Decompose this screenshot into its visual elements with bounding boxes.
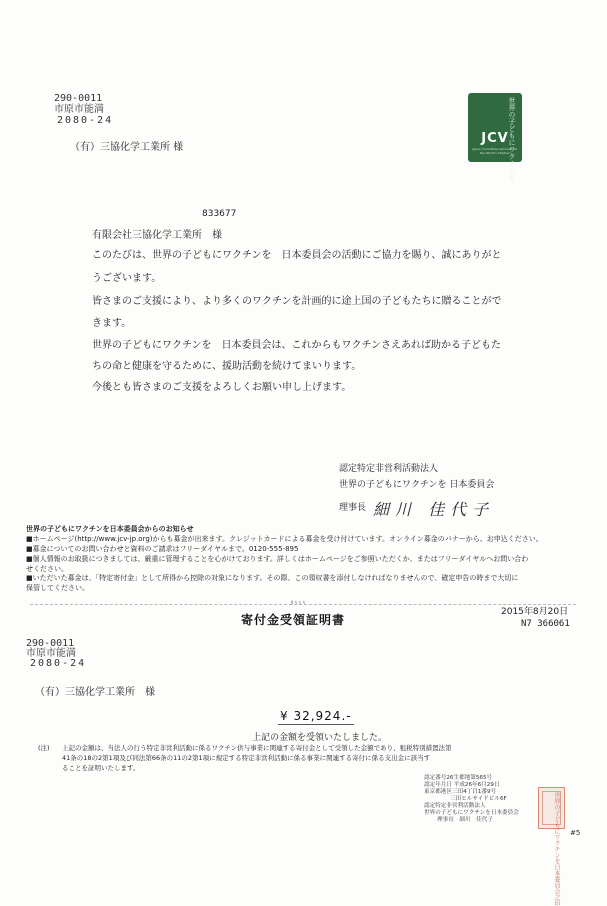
salutation: 有限会社三協化学工業所 様 <box>92 230 222 241</box>
notice-line: ■ホームページ(http://www.jcv-jp.org)からも募金が出来ます。クレジットカードによる募金を受け付けています。オンライン募金のバナーから、お申込ください。 <box>26 535 543 543</box>
chair-signature: 細川 佳代子 <box>373 500 495 519</box>
notice-line: ■いただいた募金は、「特定寄付金」として所得から控除の対象になります。その際、この領収書を添付しなければなりませんので、確定申告の時まで大切に <box>26 574 519 582</box>
certificate-date: 2015年8月20日 <box>501 607 569 617</box>
issuer-line: 認定番号26生都地第565号 <box>424 775 493 781</box>
org-name: 世界の子どもにワクチンを 日本委員会 <box>339 480 495 490</box>
donation-amount: ¥ 32,924.- <box>280 709 352 723</box>
cert-address-city: 市原市能満 <box>26 648 76 659</box>
cert-recipient: （有）三協化学工業所 様 <box>35 687 155 698</box>
certificate-number: N7 366061 <box>521 619 570 629</box>
org-type: 認定特定非営利活動法人 <box>339 464 439 474</box>
body-line: ちの命と健康を守るために、援助活動を続けてまいります。 <box>92 361 362 372</box>
issuer-line: 世界の子どもにワクチンを日本委員会 <box>424 810 519 816</box>
logo-mark-text: JCV <box>481 131 509 146</box>
logo-subtitle: Japan Committee Vaccines for the World's Children <box>472 147 518 155</box>
note-label: (注) <box>38 744 50 752</box>
certificate-title: 寄付金受領証明書 <box>241 613 346 627</box>
issuer-line: 東京都港区三田4丁目1番9号 <box>424 789 497 795</box>
note-line: ることを証明いたします。 <box>62 764 140 772</box>
notice-line: ■募金についてのお問い合わせと資料のご請求はフリーダイヤルまで。0120-555-895 <box>26 545 299 553</box>
organization-seal <box>538 787 565 906</box>
notice-title: 世界の子どもにワクチンを日本委員会からのお知らせ <box>26 525 194 533</box>
letter-address-city: 市原市能満 <box>54 104 104 115</box>
body-line: このたびは、世界の子どもにワクチンを 日本委員会の活動にご協力を賜り、誠にありがと <box>92 250 502 261</box>
seal-text: 世界の子どもにワクチンを日本委員会之印 <box>542 791 561 825</box>
chair-label: 理事長 <box>339 503 367 513</box>
jcv-logo <box>468 93 522 181</box>
note-line: 上記の金額は、当法人の行う特定非営利活動に係るワクチン供与事業に関連する寄付金として受領した金額であり、租税特別措置法第 <box>62 744 452 752</box>
cert-postal-code: 290-0011 <box>26 638 75 649</box>
cert-address-number: 2080-24 <box>30 658 87 669</box>
letter-address-number: 2080-24 <box>57 115 114 126</box>
notice-line: ■個人情報のお取扱につきましては、厳重に管理することを心がけております。詳しくはホームページをご参照いただくか、またはフリーダイヤルへお問い合わ <box>26 555 529 563</box>
notice-line: せください。 <box>26 565 68 573</box>
reference-number: 833677 <box>202 209 237 219</box>
letter-recipient: （有）三協化学工業所 様 <box>70 142 184 153</box>
issuer-line: 三田ヒルサイドビル6F <box>450 796 507 802</box>
logo-vertical-text: 世界の子どもにワクチンを <box>508 97 516 181</box>
received-text: 上記の金額を受領いたしました。 <box>252 733 388 743</box>
body-line: うございます。 <box>92 273 162 284</box>
cut-line-ruby: きりとり <box>290 600 306 605</box>
body-line: 皆さまのご支援により、より多くのワクチンを計画的に途上国の子どもたちに贈ることがで <box>92 296 502 307</box>
notice-line: 保管してください。 <box>26 584 89 592</box>
page-mark: #5 <box>570 829 581 837</box>
issuer-line: 理事長 細川 佳代子 <box>437 817 493 823</box>
body-line: 世界の子どもにワクチンを 日本委員会は、これからもワクチンさえあれば助かる子どもた <box>92 340 501 351</box>
body-line: 今後とも皆さまのご支援をよろしくお願い申し上げます。 <box>92 382 352 393</box>
body-line: きます。 <box>92 318 132 329</box>
issuer-line: 認定年月日 平成26年6月29日 <box>424 782 500 788</box>
letter-postal-code: 290-0011 <box>54 93 103 104</box>
note-line: 41条の18の2第1項及び同法第66条の11の2第1項に規定する特定非営利活動に係る事業に関連する寄付に係る支出金に該当す <box>62 754 431 762</box>
issuer-line: 認定特定非営利活動法人 <box>424 803 486 809</box>
